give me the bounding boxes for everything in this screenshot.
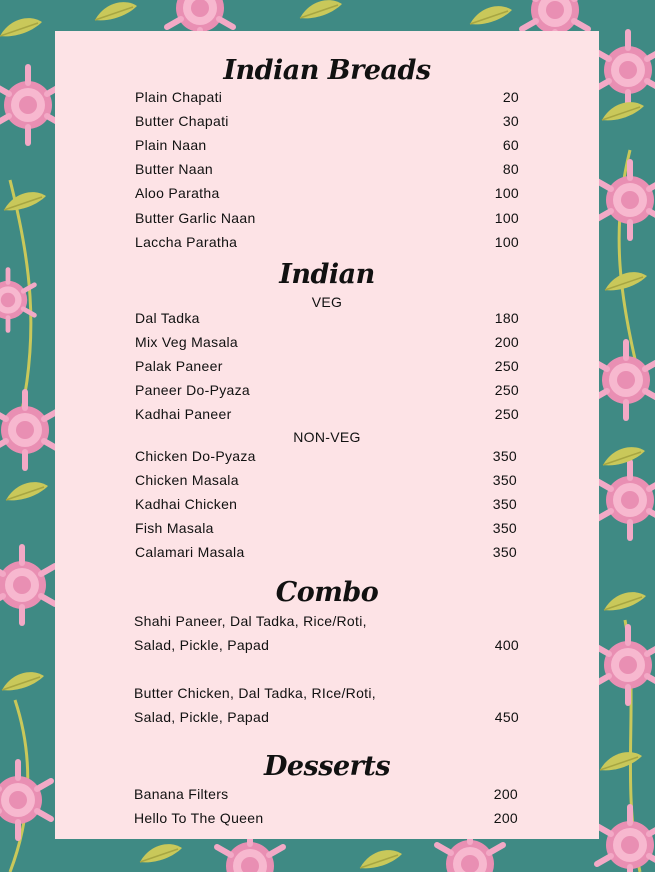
item-price: 20 bbox=[502, 89, 519, 105]
item-name: Palak Paneer bbox=[135, 358, 223, 375]
item-name: Mix Veg Masala bbox=[135, 334, 239, 351]
combo-line-1: Butter Chicken, Dal Tadka, RIce/Roti, bbox=[134, 685, 376, 701]
item-price: 200 bbox=[493, 786, 518, 802]
item-price: 350 bbox=[492, 472, 517, 489]
item-name: Dal Tadka bbox=[135, 310, 200, 326]
item-name: Chicken Do-Pyaza bbox=[135, 448, 256, 464]
section-title-breads: Indian Breads bbox=[223, 55, 431, 86]
menu-item bbox=[135, 448, 517, 468]
combo-line-2: Salad, Pickle, Papad bbox=[134, 637, 270, 653]
combo-price: 450 bbox=[494, 709, 519, 725]
item-price: 60 bbox=[502, 137, 519, 154]
item-name: Plain Naan bbox=[135, 137, 207, 154]
item-name: Plain Chapati bbox=[135, 89, 223, 105]
menu-item bbox=[135, 113, 519, 133]
item-name: Laccha Paratha bbox=[135, 233, 238, 250]
item-name: Butter Chapati bbox=[135, 113, 229, 130]
item-price: 350 bbox=[492, 496, 517, 513]
combo-price: 400 bbox=[494, 637, 519, 653]
item-price: 350 bbox=[492, 448, 517, 464]
menu-item bbox=[135, 210, 519, 230]
menu-item bbox=[134, 810, 518, 830]
item-price: 250 bbox=[494, 406, 519, 423]
combo-line-1: Shahi Paneer, Dal Tadka, Rice/Roti, bbox=[134, 613, 367, 629]
item-name: Butter Naan bbox=[135, 161, 214, 178]
item-name: Aloo Paratha bbox=[135, 185, 220, 202]
menu-item bbox=[135, 382, 519, 402]
menu-item bbox=[135, 185, 519, 205]
item-name: Fish Masala bbox=[135, 520, 214, 537]
item-price: 80 bbox=[502, 161, 519, 178]
menu-card bbox=[55, 31, 599, 839]
nonveg-label: NON-VEG bbox=[293, 429, 361, 445]
item-price: 250 bbox=[494, 358, 519, 375]
section-title-combo: Combo bbox=[275, 577, 379, 608]
item-price: 200 bbox=[493, 810, 518, 826]
menu-item bbox=[135, 496, 517, 516]
item-price: 350 bbox=[492, 520, 517, 537]
item-price: 100 bbox=[494, 209, 519, 226]
item-price: 100 bbox=[494, 185, 519, 202]
item-name: Chicken Masala bbox=[135, 472, 239, 489]
menu-item bbox=[135, 358, 519, 378]
menu-item bbox=[135, 137, 519, 157]
item-name: Banana Filters bbox=[134, 786, 229, 802]
menu-item bbox=[135, 234, 519, 254]
menu-item bbox=[134, 786, 518, 806]
item-name: Kadhai Chicken bbox=[135, 496, 238, 513]
item-name: Calamari Masala bbox=[135, 544, 245, 561]
item-price: 250 bbox=[494, 382, 519, 399]
item-name: Paneer Do-Pyaza bbox=[135, 382, 251, 399]
item-name: Hello To The Queen bbox=[134, 810, 264, 826]
menu-item bbox=[135, 161, 519, 181]
item-price: 350 bbox=[492, 544, 517, 561]
menu-item bbox=[135, 310, 519, 330]
combo-line-2: Salad, Pickle, Papad bbox=[134, 709, 270, 725]
menu-item bbox=[135, 544, 517, 564]
menu-item bbox=[135, 89, 519, 109]
menu-item bbox=[135, 472, 517, 492]
veg-label: VEG bbox=[311, 294, 343, 310]
item-price: 180 bbox=[494, 310, 519, 326]
section-title-desserts: Desserts bbox=[263, 751, 391, 782]
menu-item bbox=[135, 334, 519, 354]
section-title-indian: Indian bbox=[279, 259, 375, 290]
menu-item bbox=[135, 520, 517, 540]
item-price: 30 bbox=[502, 113, 519, 130]
menu-item bbox=[135, 406, 519, 426]
item-name: Kadhai Paneer bbox=[135, 406, 232, 423]
item-price: 100 bbox=[494, 233, 519, 250]
item-price: 200 bbox=[494, 334, 519, 351]
item-name: Butter Garlic Naan bbox=[135, 209, 256, 226]
